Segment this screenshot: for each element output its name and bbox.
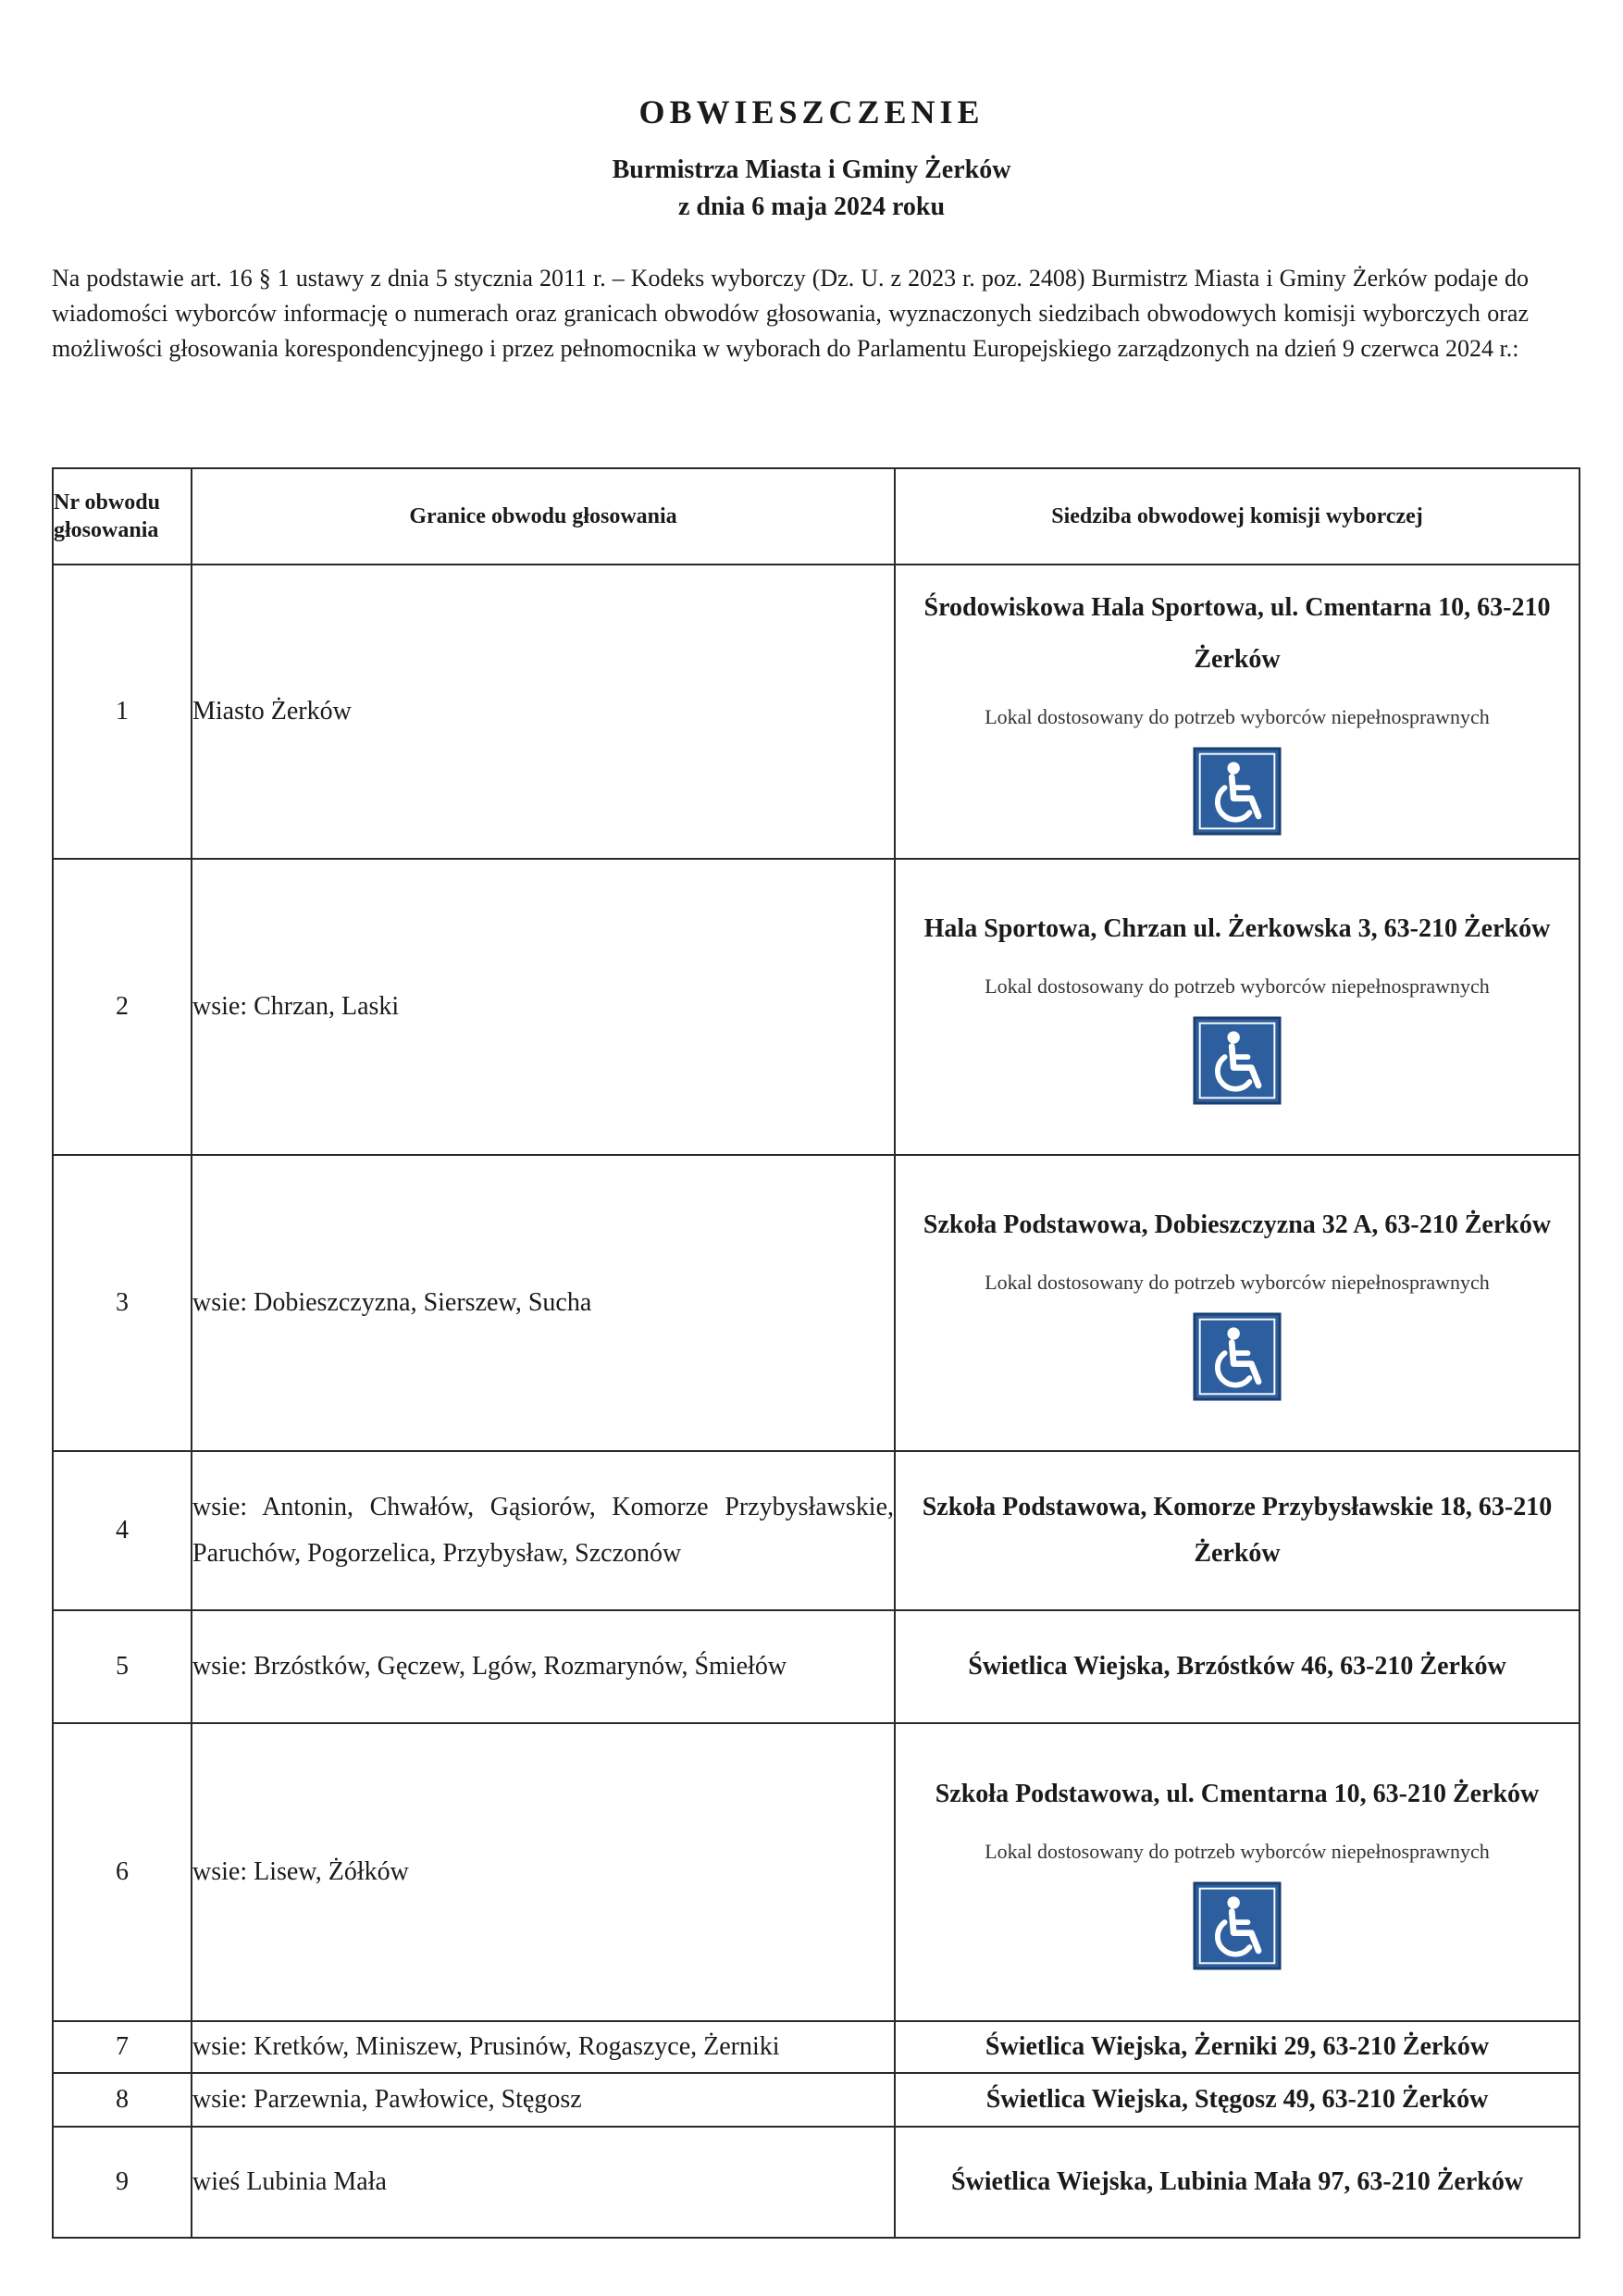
district-number: 5 (53, 1610, 192, 1723)
district-number: 2 (53, 859, 192, 1155)
table-row (53, 2021, 1580, 2073)
district-boundaries: wsie: Kretków, Miniszew, Prusinów, Rogaszyce, Żerniki (192, 2021, 895, 2073)
district-number: 7 (53, 2021, 192, 2073)
commission-seat (895, 1155, 1580, 1451)
commission-seat (895, 1723, 1580, 2021)
district-boundaries: wsie: Antonin, Chwałów, Gąsiorów, Komorze Przybysławskie, Paruchów, Pogorzelica, Przybysław, Szczonów (192, 1451, 895, 1610)
commission-address: Hala Sportowa, Chrzan ul. Żerkowska 3, 63-210 Żerków (923, 914, 1551, 943)
table-row (53, 2127, 1580, 2238)
district-boundaries: wsie: Parzewnia, Pawłowice, Stęgosz (192, 2073, 895, 2127)
accessible-note: Lokal dostosowany do potrzeb wyborców niepełnosprawnych (985, 705, 1490, 728)
district-boundaries: wsie: Dobieszczyzna, Sierszew, Sucha (192, 1155, 895, 1451)
commission-address: Szkoła Podstawowa, Dobieszczyzna 32 A, 63-210 Żerków (923, 1210, 1552, 1239)
document-title: OBWIESZCZENIE (638, 93, 985, 130)
commission-address: Środowiskowa Hala Sportowa, ul. Cmentarna 10, 63-210 Żerków (923, 593, 1551, 674)
commission-seat (895, 2021, 1580, 2073)
accessible-note: Lokal dostosowany do potrzeb wyborców niepełnosprawnych (985, 1271, 1490, 1294)
district-boundaries: wieś Lubinia Mała (192, 2127, 895, 2238)
district-boundaries: Miasto Żerków (192, 565, 895, 859)
commission-address: Świetlica Wiejska, Stęgosz 49, 63-210 Żerków (985, 2085, 1489, 2114)
wheelchair-icon (1193, 1881, 1282, 1970)
district-number: 3 (53, 1155, 192, 1451)
district-boundaries: wsie: Chrzan, Laski (192, 859, 895, 1155)
header-siedziba: Siedziba obwodowej komisji wyborczej (895, 468, 1580, 565)
commission-seat (895, 2127, 1580, 2238)
intro-paragraph: Na podstawie art. 16 § 1 ustawy z dnia 5 stycznia 2011 r. – Kodeks wyborczy (Dz. U. z 2023 r. poz. 2408) Burmistrz Miasta i Gminy Żerków podaje do wiadomości wyborców informację o numerach oraz granicach obwodów głosowania, wyznaczonych siedzibach obwodowych komisji wyborczych oraz możliwości głosowania korespondencyjnego i przez pełnomocnika w wyborach do Parlamentu Europejskiego zarządzonych na dzień 9 czerwca 2024 r.: (52, 265, 1529, 362)
header-granice: Granice obwodu głosowania (192, 468, 895, 565)
table-row (53, 1451, 1580, 1610)
table-row (53, 1723, 1580, 2021)
table-row (53, 565, 1580, 859)
table-row (53, 1610, 1580, 1723)
district-boundaries: wsie: Lisew, Żółków (192, 1723, 895, 2021)
district-number: 6 (53, 1723, 192, 2021)
commission-address: Szkoła Podstawowa, Komorze Przybysławskie 18, 63-210 Żerków (922, 1493, 1553, 1568)
table-header-row (53, 468, 1580, 565)
wheelchair-icon (1193, 1016, 1282, 1105)
accessible-note: Lokal dostosowany do potrzeb wyborców niepełnosprawnych (985, 974, 1490, 998)
table-row (53, 2073, 1580, 2127)
commission-address: Świetlica Wiejska, Brzóstków 46, 63-210 Żerków (968, 1652, 1506, 1681)
voting-districts-table (52, 467, 1580, 2239)
district-number: 8 (53, 2073, 192, 2127)
district-boundaries: wsie: Brzóstków, Gęczew, Lgów, Rozmarynów, Śmiełów (192, 1610, 895, 1723)
commission-seat (895, 2073, 1580, 2127)
district-number: 4 (53, 1451, 192, 1610)
commission-seat (895, 1610, 1580, 1723)
commission-seat (895, 565, 1580, 859)
wheelchair-icon (1193, 1312, 1282, 1401)
commission-address: Świetlica Wiejska, Żerniki 29, 63-210 Żerków (985, 2032, 1490, 2061)
table-row (53, 859, 1580, 1155)
commission-seat (895, 1451, 1580, 1610)
district-number: 9 (53, 2127, 192, 2238)
district-number: 1 (53, 565, 192, 859)
accessible-note: Lokal dostosowany do potrzeb wyborców niepełnosprawnych (985, 1840, 1490, 1863)
wheelchair-icon (1193, 747, 1282, 836)
commission-address: Szkoła Podstawowa, ul. Cmentarna 10, 63-210 Żerków (935, 1780, 1540, 1808)
header-nr: Nr obwodu głosowania (53, 468, 192, 565)
commission-address: Świetlica Wiejska, Lubinia Mała 97, 63-210 Żerków (950, 2167, 1524, 2196)
commission-seat (895, 859, 1580, 1155)
date-line: z dnia 6 maja 2024 roku (677, 192, 946, 221)
issuer-line: Burmistrza Miasta i Gminy Żerków (612, 155, 1011, 184)
table-row (53, 1155, 1580, 1451)
